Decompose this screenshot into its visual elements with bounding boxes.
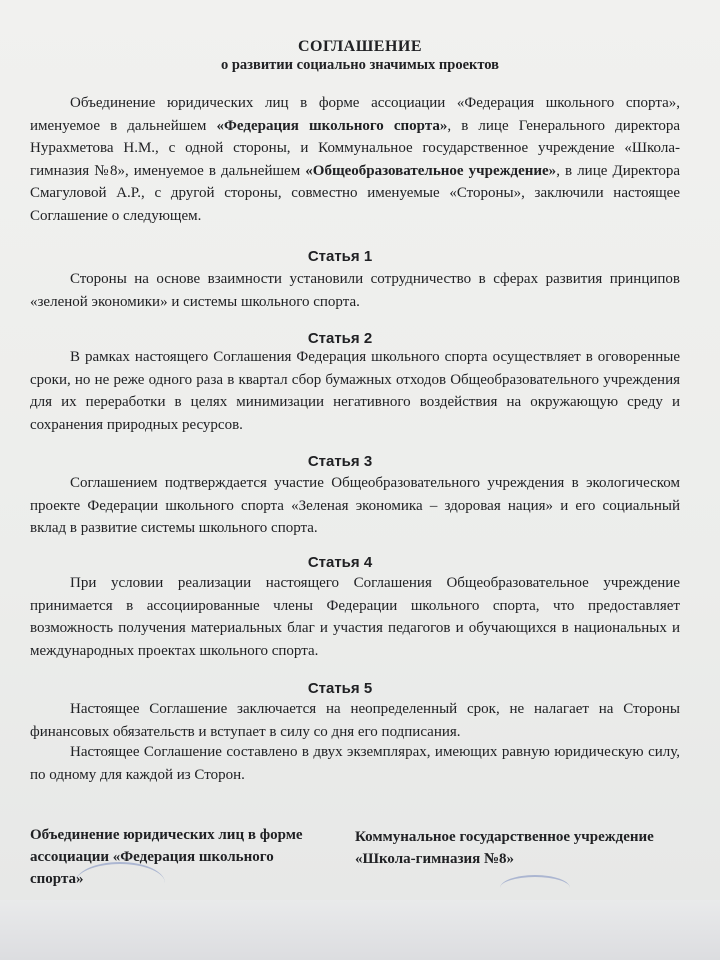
signature-party-federation: Объединение юридических лиц в форме ассоциации «Федерация школьного спорта»	[30, 827, 303, 887]
stamp-seal-right	[500, 875, 570, 901]
document-title: СОГЛАШЕНИЕ	[297, 38, 423, 55]
preamble-paragraph: Объединение юридических лиц в форме ассоциации «Федерация школьного спорта», именуемое в дальнейшем «Федерация школьного спорта», в лице Генерального директора Нурахметова Н.М., с одной стороны, и Коммунальное государственное учреждение «Школа-гимназия №8», именуемое в дальнейшем «Общеобразовательное учреждение», в лице Директора Смагуловой А.Р., с другой стороны, совместно именуемые «Стороны», заключили настоящее Соглашение о следующем.	[30, 95, 681, 224]
article-3-heading: Статья 3	[307, 453, 373, 470]
article-1-heading: Статья 1	[307, 248, 373, 265]
signature-party-school: Коммунальное государственное учреждение «Школа-гимназия №8»	[355, 829, 654, 867]
party-alias-federation: «Федерация школьного спорта»	[216, 117, 448, 134]
article-2-text: В рамках настоящего Соглашения Федерация школьного спорта осуществляет в оговоренные сроки, но не реже одного раза в квартал сбор бумажных отходов Общеобразовательного учреждения для их переработки в целях минимизации негативного воздействия на окружающую среду и сохранения природных ресурсов.	[30, 349, 680, 433]
article-1-text: Стороны на основе взаимности установили сотрудничество в сферах развития принципов «зеленой экономики» и системы школьного спорта.	[30, 271, 680, 310]
document-subtitle: о развитии социально значимых проектов	[220, 57, 500, 73]
article-5-text-2: Настоящее Соглашение составлено в двух экземплярах, имеющих равную юридическую силу, по одному для каждой из Сторон.	[30, 744, 680, 783]
article-4-text: При условии реализации настоящего Соглашения Общеобразовательное учреждение принимается в ассоциированные члены Федерации школьного спорта, что предоставляет возможность получения материальных благ и участия педагогов и обучающихся в национальных и международных проектах школьного спорта.	[30, 575, 680, 659]
article-5-text-1: Настоящее Соглашение заключается на неопределенный срок, не налагает на Стороны финансовых обязательств и вступает в силу со дня его подписания.	[30, 701, 680, 740]
party-alias-school: «Общеобразовательное учреждение»	[305, 162, 557, 179]
stamp-seal-left	[75, 862, 165, 904]
article-4-heading: Статья 4	[307, 554, 373, 571]
article-3-text: Соглашением подтверждается участие Общеобразовательного учреждения в экологическом проекте Федерации школьного спорта «Зеленая экономика – здоровая нация» и его социальный вклад в развитие системы школьного спорта.	[30, 475, 680, 536]
page-bottom-background	[0, 900, 720, 960]
article-5-heading: Статья 5	[307, 680, 373, 697]
article-2-heading: Статья 2	[307, 330, 373, 347]
